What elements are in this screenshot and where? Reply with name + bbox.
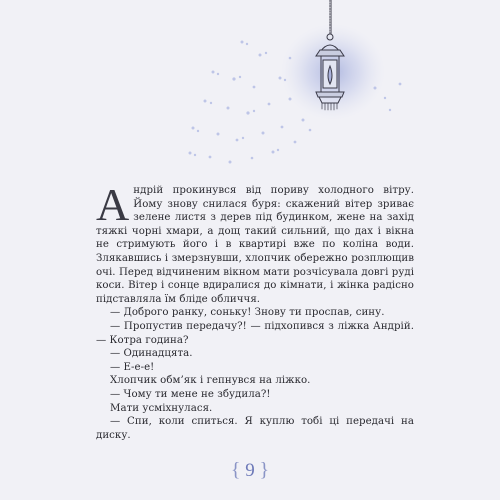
paragraph-opening	[96, 179, 414, 306]
drop-cap: А	[96, 179, 130, 230]
page-number-value: 9	[245, 460, 255, 481]
page-number	[0, 459, 500, 482]
lantern-illustration	[170, 0, 420, 175]
dialogue-line: — Е-е-е!	[110, 361, 155, 373]
right-brace-ornament: }	[259, 459, 270, 481]
narration-line: Хлопчик обм’як і гепнувся на ліжко.	[110, 375, 311, 387]
paragraph-text: ндрій прокинувся від пориву холодного вітру. Йому знову снилася буря: скажений вітер зриває зелене листя з дерев під будинком, жене на захід тяжкі чорні хмари, а дощ такий сильний, що дах і вікна не стримують його і в квартирі вже по коліна води. Злякавшись і змерзнувши, хлопчик обережно розплющив очі. Перед відчиненим вікном мати розчісувала довгі руді коси. Вітер і сонце вдиралися до кімнати, і жінка радісно підставляла їм бліде обличчя.	[96, 185, 414, 305]
lantern-icon	[316, 0, 344, 110]
dialogue-line: — Одинадцята.	[110, 348, 193, 360]
left-brace-ornament: {	[230, 459, 241, 481]
dialogue-line: — Спи, коли спиться. Я куплю тобі ці передачі на диску.	[96, 416, 414, 441]
dialogue-line: — Доброго ранку, соньку! Знову ти проспав, сину.	[110, 307, 385, 319]
dialogue-line: — Пропустив передачу?! — підхопився з ліжка Андрій. — Котра година?	[96, 320, 414, 346]
story-text	[96, 179, 414, 442]
narration-line: Мати усміхнулася.	[110, 402, 213, 414]
dialogue-line: — Чому ти мене не збудила?!	[110, 388, 271, 400]
